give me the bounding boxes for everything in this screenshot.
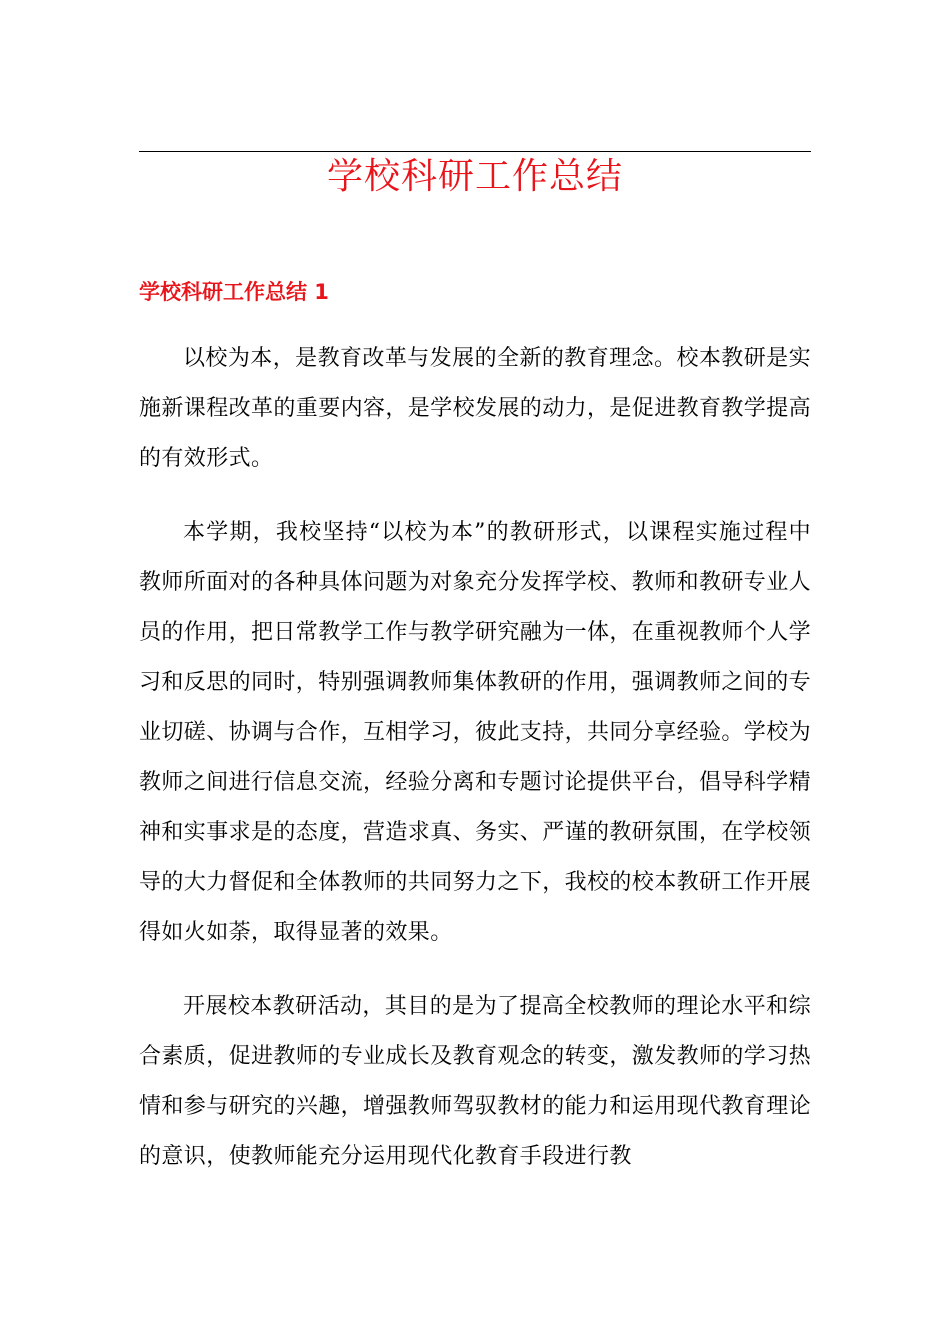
section-heading: 学校科研工作总结 1	[139, 280, 329, 304]
paragraph-3: 开展校本教研活动，其目的是为了提高全校教师的理论水平和综合素质，促进教师的专业成长及教育观念的转变，激发教师的学习热情和参与研究的兴趣，增强教师驾驭教材的能力和运用现代教育理论的意识，使教师能充分运用现代化教育手段进行教	[139, 994, 812, 1169]
document-body	[139, 334, 811, 1206]
paragraph-2: 本学期，我校坚持“以校为本”的教研形式，以课程实施过程中教师所面对的各种具体问题为对象充分发挥学校、教师和教研专业人员的作用，把日常教学工作与教学研究融为一体，在重视教师个人学习和反思的同时，特别强调教师集体教研的作用，强调教师之间的专业切磋、协调与合作，互相学习，彼此支持，共同分享经验。学校为教师之间进行信息交流，经验分离和专题讨论提供平台，倡导科学精神和实事求是的态度，营造求真、务实、严谨的教研氛围，在学校领导的大力督促和全体教师的共同努力之下，我校的校本教研工作开展得如火如荼，取得显著的效果。	[139, 520, 812, 945]
paragraph-1: 以校为本，是教育改革与发展的全新的教育理念。校本教研是实施新课程改革的重要内容，是学校发展的动力，是促进教育教学提高的有效形式。	[139, 346, 812, 471]
document-title: 学校科研工作总结	[326, 156, 623, 197]
